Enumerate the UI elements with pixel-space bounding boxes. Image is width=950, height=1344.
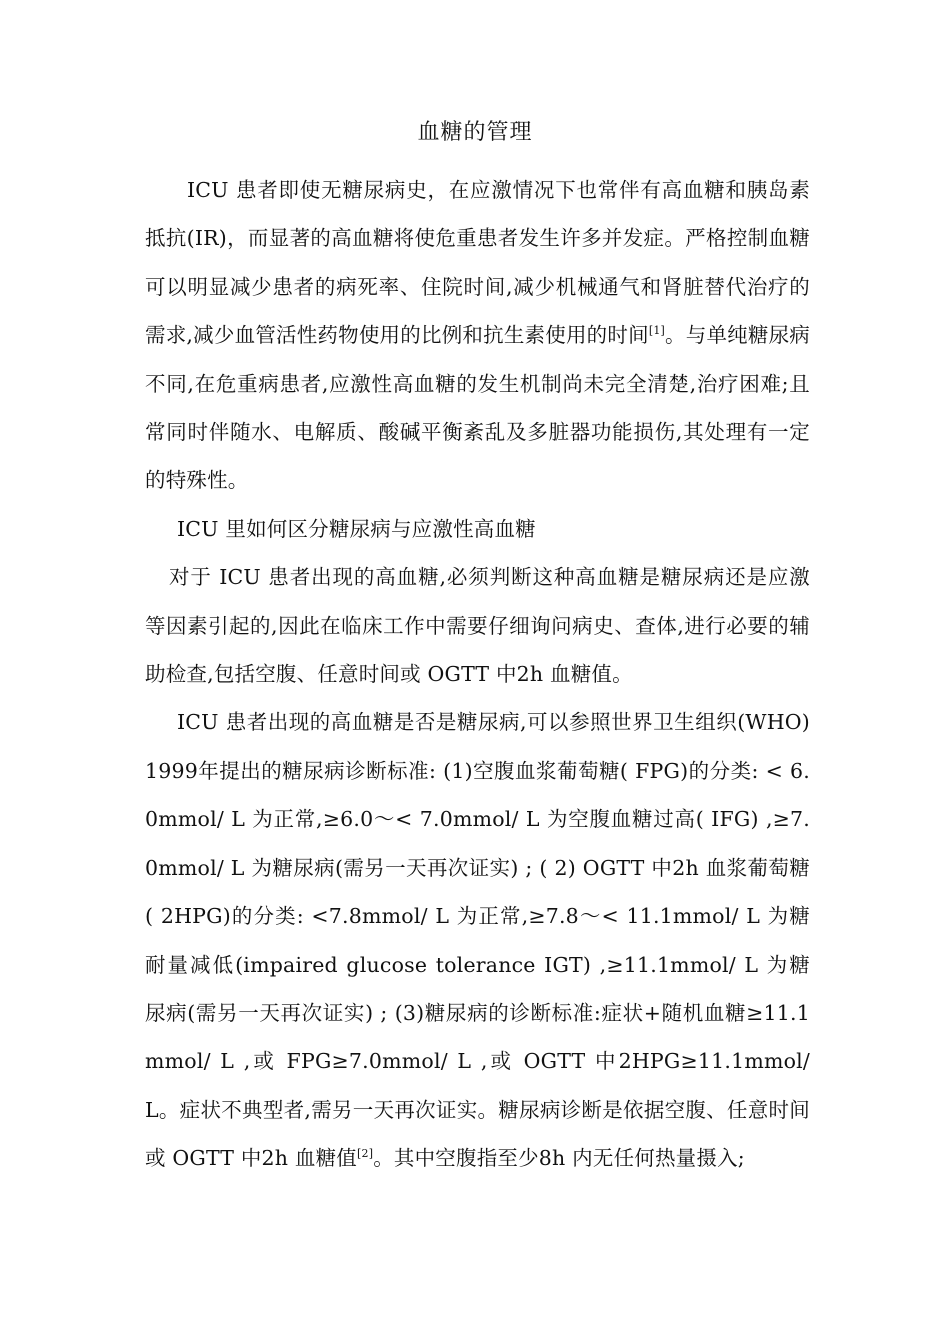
paragraph-text: 对于 ICU 患者出现的高血糖,必须判断这种高血糖是糖尿病还是应激等因素引起的,因此在临床工作中需要仔细询问病史、查体,进行必要的辅助检查,包括空腹、任意时间或 OGTT 中2h 血糖值。 [145,565,810,687]
section-heading [145,505,810,553]
paragraph-criteria [145,698,810,1182]
paragraph-text: ICU 患者出现的高血糖是否是糖尿病,可以参照世界卫生组织(WHO) 1999年提出的糖尿病诊断标准: (1)空腹血浆葡萄糖( FPG)的分类: < 6.0mmol/ L 为正常,≥6.0～< 7.0mmol/ L 为空腹血糖过高( IFG) ,≥7.0mmol/ L 为糖尿病(需另一天再次证实) ; ( 2) OGTT 中2h 血浆葡萄糖( 2HPG)的分类: <7.8mmol/ L 为正常,≥7.8～< 11.1mmol/ L 为糖耐量减低(impaired glucose tolerance IGT) ,≥11.1mmol/ L 为糖尿病(需另一天再次证实) ; (3)糖尿病的诊断标准:症状+随机血糖≥11.1mmol/ L ,或 FPG≥7.0mmol/ L ,或 OGTT 中2HPG≥11.1mmol/ L。症状不典型者,需另一天再次证实。糖尿病诊断是依据空腹、任意时间或 OGTT 中2h 血糖值 [145,710,810,1171]
paragraph-intro [145,166,810,505]
citation-marker: [1] [648,324,666,338]
document-body [145,166,810,1183]
paragraph-text: ICU 患者即使无糖尿病史，在应激情况下也常伴有高血糖和胰岛素抵抗(IR)，而显著的高血糖将使危重患者发生许多并发症。严格控制血糖可以明显减少患者的病死率、住院时间,减少机械通气和肾脏替代治疗的需求,减少血管活性药物使用的比例和抗生素使用的时间 [145,178,810,348]
paragraph-distinguish [145,553,810,698]
paragraph-text: 。与单纯糖尿病不同,在危重病患者,应激性高血糖的发生机制尚未完全清楚,治疗困难;且常同时伴随水、电解质、酸碱平衡紊乱及多脏器功能损伤,其处理有一定的特殊性。 [145,323,811,493]
citation-marker: [2] [357,1147,374,1161]
section-heading-text: ICU 里如何区分糖尿病与应激性高血糖 [177,516,536,541]
paragraph-text: 。其中空腹指至少8h 内无任何热量摄入; [373,1146,745,1171]
document-title: 血糖的管理 [417,120,533,145]
